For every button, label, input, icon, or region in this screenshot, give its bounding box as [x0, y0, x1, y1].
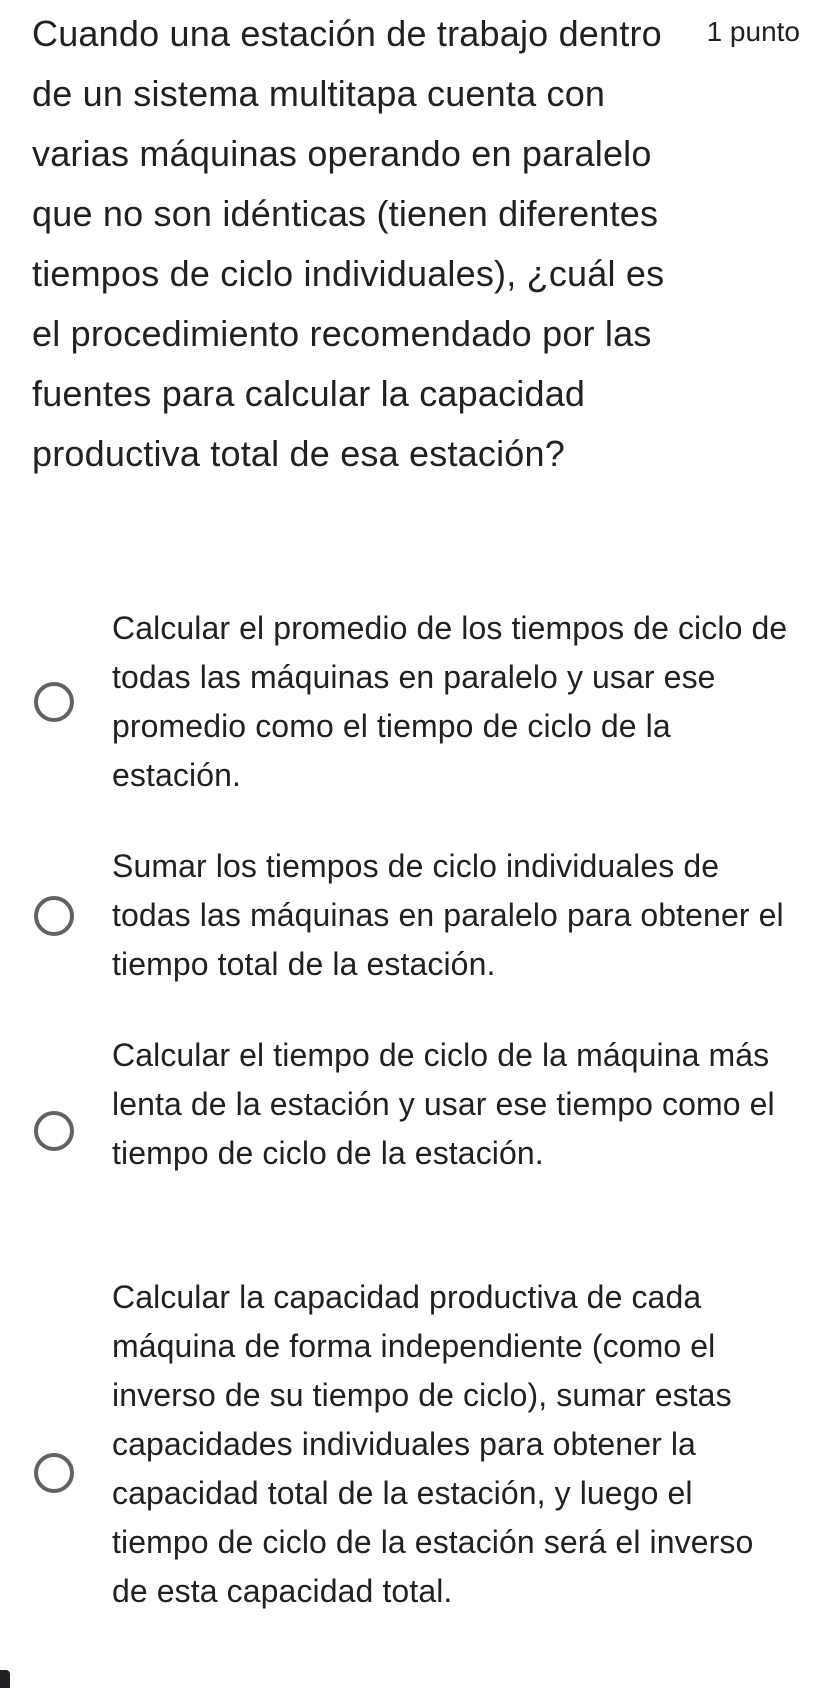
points-label: 1 punto	[706, 16, 800, 47]
answer-option-1[interactable]	[0, 604, 832, 804]
radio-unchecked-icon[interactable]	[34, 1453, 74, 1493]
answer-option-label: Sumar los tiempos de ciclo individuales de todas las máquinas en paralelo para obtener el tiempo total de la estación.	[112, 848, 784, 982]
question-title: Cuando una estación de trabajo dentro de un sistema multitapa cuenta con varias máquinas operando en paralelo que no son idénticas (tienen diferentes tiempos de ciclo individuales), ¿cuál es el procedimiento recomendado por las fuentes para calcular la capacidad productiva total de esa estación?	[32, 13, 665, 474]
answer-option-label: Calcular la capacidad productiva de cada máquina de forma independiente (como el inverso de su tiempo de ciclo), sumar estas capacidades individuales para obtener la capacidad total de la estación, y luego el tiempo de ciclo de la estación será el inverso de esta capacidad total.	[112, 1279, 754, 1609]
answer-option-3[interactable]	[0, 1031, 832, 1231]
answer-option-label: Calcular el promedio de los tiempos de ciclo de todas las máquinas en paralelo y usar ese promedio como el tiempo de ciclo de la estación.	[112, 610, 788, 793]
radio-unchecked-icon[interactable]	[34, 1111, 74, 1151]
answer-option-label: Calcular el tiempo de ciclo de la máquina más lenta de la estación y usar ese tiempo como el tiempo de ciclo de la estación.	[112, 1037, 775, 1171]
radio-unchecked-icon[interactable]	[34, 896, 74, 936]
answer-option-2[interactable]	[0, 842, 832, 992]
answer-option-4[interactable]	[0, 1273, 832, 1673]
scroll-edge-indicator	[0, 1670, 10, 1688]
radio-unchecked-icon[interactable]	[34, 682, 74, 722]
